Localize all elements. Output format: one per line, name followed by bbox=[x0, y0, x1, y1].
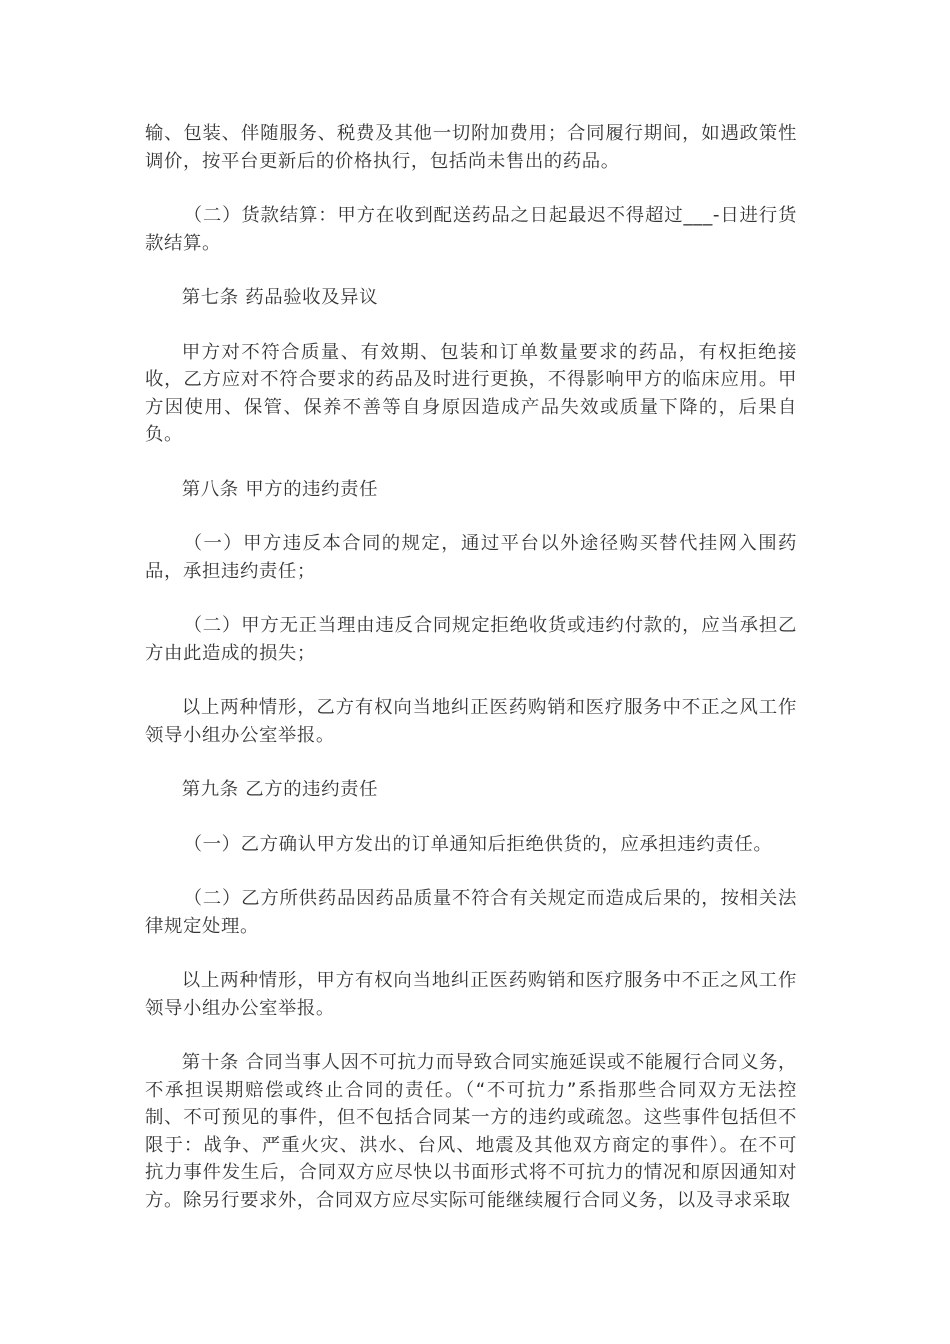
article-9-reporting: 以上两种情形，甲方有权向当地纠正医药购销和医疗服务中不正之风工作领导小组办公室举报。 bbox=[145, 970, 797, 1019]
article-9-clause-1: （一）乙方确认甲方发出的订单通知后拒绝供货的，应承担违约责任。 bbox=[183, 833, 773, 855]
article-8-clause-1: （一）甲方违反本合同的规定，通过平台以外途径购买替代挂网入围药品，承担违约责任； bbox=[145, 533, 797, 582]
clause-payment-settlement: （二）货款结算：甲方在收到配送药品之日起最迟不得超过___-日进行货款结算。 bbox=[145, 205, 797, 254]
article-9-heading: 第九条 乙方的违约责任 bbox=[181, 779, 379, 800]
paragraph-price-adjustment: 输、包装、伴随服务、税费及其他一切附加费用；合同履行期间，如遇政策性调价，按平台更新后的价格执行，包括尚未售出的药品。 bbox=[145, 123, 797, 172]
article-7-body: 甲方对不符合质量、有效期、包装和订单数量要求的药品，有权拒绝接收，乙方应对不符合要求的药品及时进行更换，不得影响甲方的临床应用。甲方因使用、保管、保养不善等自身原因造成产品失效或质量下降的，后果自负。 bbox=[145, 341, 797, 445]
article-9-clause-2: （二）乙方所供药品因药品质量不符合有关规定而造成后果的，按相关法律规定处理。 bbox=[145, 888, 797, 937]
article-8-heading: 第八条 甲方的违约责任 bbox=[181, 478, 379, 500]
article-7-heading: 第七条 药品验收及异议 bbox=[181, 287, 379, 308]
article-8-reporting: 以上两种情形，乙方有权向当地纠正医药购销和医疗服务中不正之风工作领导小组办公室举报。 bbox=[145, 697, 797, 746]
document-page bbox=[145, 120, 797, 1241]
article-8-clause-2: （二）甲方无正当理由违反合同规定拒绝收货或违约付款的，应当承担乙方由此造成的损失； bbox=[145, 615, 797, 664]
article-10-force-majeure: 第十条 合同当事人因不可抗力而导致合同实施延误或不能履行合同义务，不承担误期赔偿或终止合同的责任。（“不可抗力”系指那些合同双方无法控制、不可预见的事件，但不包括合同某一方的违约或疏忽。这些事件包括但不限于：战争、严重火灾、洪水、台风、地震及其他双方商定的事件）。在不可抗力事件发生后，合同双方应尽快以书面形式将不可抗力的情况和原因通知对方。除另行要求外，合同双方应尽实际可能继续履行合同义务，以及寻求采取 bbox=[145, 1052, 797, 1211]
